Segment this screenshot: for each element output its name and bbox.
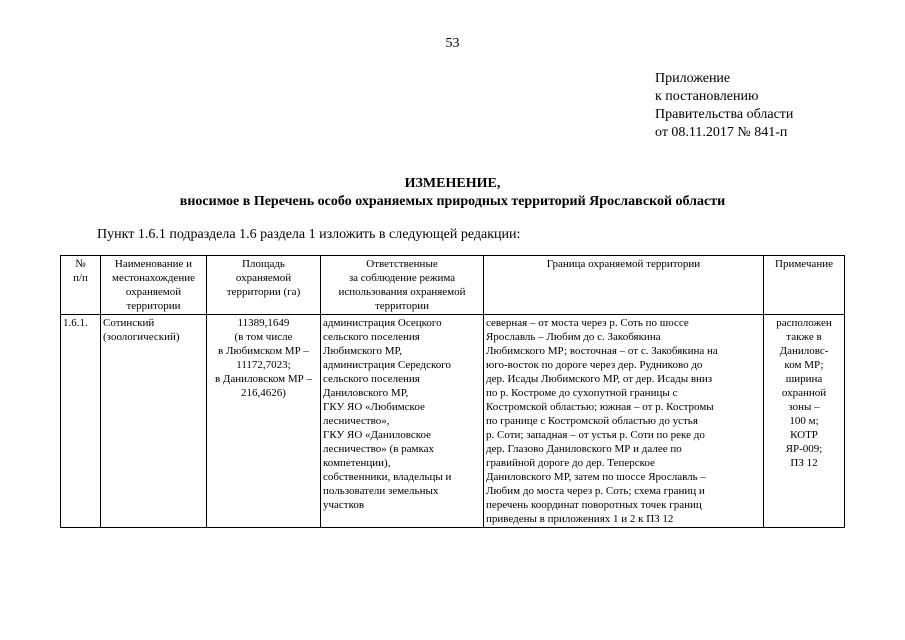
cell-line: сельского поселения bbox=[323, 373, 420, 385]
cell-line: ГКУ ЯО «Даниловское bbox=[323, 429, 432, 441]
cell-line: охранной bbox=[781, 387, 827, 399]
cell-line: дер. Исады Любимского МР, от дер. Исады вниз bbox=[486, 373, 713, 385]
appendix-note bbox=[655, 70, 793, 142]
cell-line: Ярославль – Любим до с. Закобякина bbox=[486, 331, 661, 343]
cell-note bbox=[764, 315, 845, 528]
cell-line: охраняемой bbox=[125, 286, 182, 298]
header-name-location bbox=[101, 256, 207, 315]
cell-line: Даниловского МР, затем по шоссе Ярославль – bbox=[486, 471, 706, 483]
cell-line: Любим до моста через р. Соть; схема границ и bbox=[486, 485, 705, 497]
cell-line: ширина bbox=[785, 373, 823, 385]
cell-line: пользователи земельных bbox=[323, 485, 439, 497]
cell-line: Наименование и bbox=[114, 258, 193, 270]
appendix-line: к постановлению bbox=[655, 89, 759, 104]
cell-line: Сотинский bbox=[103, 317, 155, 329]
table-row bbox=[61, 315, 845, 528]
cell-line: гравийной дороге до дер. Теперское bbox=[486, 457, 655, 469]
cell-line: п/п bbox=[73, 272, 88, 284]
cell-line: местонахождение bbox=[112, 272, 195, 284]
appendix-line: Приложение bbox=[655, 71, 731, 86]
cell-line: в Любимском МР – bbox=[218, 345, 309, 357]
cell-line: за соблюдение режима bbox=[348, 272, 456, 284]
cell-number bbox=[61, 315, 101, 528]
cell-line: юго-восток по дороге через дер. Рудниково до bbox=[486, 359, 703, 371]
cell-line: Граница охраняемой территории bbox=[546, 258, 701, 270]
cell-line: 11172,7023; bbox=[236, 359, 291, 371]
appendix-line: Правительства области bbox=[655, 107, 794, 122]
cell-line: № bbox=[75, 258, 86, 270]
cell-line: ЯР-009; bbox=[785, 443, 823, 455]
cell-line: Даниловского МР, bbox=[323, 387, 409, 399]
cell-line: зоны – bbox=[788, 401, 820, 413]
cell-boundary bbox=[484, 315, 764, 528]
cell-line: администрация Осецкого bbox=[323, 317, 442, 329]
appendix-line: от 08.11.2017 № 841-п bbox=[655, 125, 788, 140]
cell-line: Ответственные bbox=[366, 258, 438, 270]
territory-table bbox=[60, 255, 845, 528]
cell-line: лесничество», bbox=[323, 415, 390, 427]
document-title bbox=[0, 175, 905, 211]
table-header-row bbox=[61, 256, 845, 315]
cell-line: Костромской областью; южная – от р. Костромы bbox=[486, 401, 714, 413]
cell-line: территории bbox=[126, 300, 181, 312]
cell-line: ком МР; bbox=[784, 359, 824, 371]
cell-line: Площадь bbox=[242, 258, 285, 270]
cell-line: КОТР bbox=[790, 429, 818, 441]
cell-line: (зоологический) bbox=[103, 331, 180, 343]
title-line-2: вносимое в Перечень особо охраняемых природных территорий Ярославской области bbox=[179, 194, 726, 209]
cell-line: 216,4626) bbox=[241, 387, 286, 399]
cell-line: перечень координат поворотных точек границ bbox=[486, 499, 702, 511]
cell-line: компетенции), bbox=[323, 457, 391, 469]
cell-line: территории bbox=[374, 300, 429, 312]
header-area bbox=[207, 256, 321, 315]
cell-line: дер. Глазово Даниловского МР и далее по bbox=[486, 443, 682, 455]
intro-text: Пункт 1.6.1 подраздела 1.6 раздела 1 изложить в следующей редакции: bbox=[97, 227, 521, 242]
cell-line: в Даниловском МР – bbox=[214, 373, 313, 385]
title-line-1: ИЗМЕНЕНИЕ, bbox=[404, 176, 501, 191]
cell-line: ПЗ 12 bbox=[790, 457, 818, 469]
header-note bbox=[764, 256, 845, 315]
cell-line: также в bbox=[786, 331, 822, 343]
header-boundary bbox=[484, 256, 764, 315]
cell-line: охраняемой bbox=[235, 272, 292, 284]
cell-line: расположен bbox=[776, 317, 832, 329]
cell-line: Даниловс- bbox=[779, 345, 829, 357]
cell-line: Примечание bbox=[775, 258, 833, 270]
header-number bbox=[61, 256, 101, 315]
cell-line: использования охраняемой bbox=[338, 286, 466, 298]
cell-line: Любимского МР, bbox=[323, 345, 403, 357]
cell-line: Любимского МР; восточная – от с. Закобякина на bbox=[486, 345, 718, 357]
header-responsible bbox=[321, 256, 484, 315]
cell-line: по границе с Костромской областью до устья bbox=[486, 415, 698, 427]
cell-line: лесничество» (в рамках bbox=[323, 443, 435, 455]
cell-line: по р. Костроме до сухопутной границы с bbox=[486, 387, 678, 399]
cell-area bbox=[207, 315, 321, 528]
page-number: 53 bbox=[445, 36, 460, 51]
cell-line: собственники, владельцы и bbox=[323, 471, 452, 483]
cell-line: 100 м; bbox=[789, 415, 819, 427]
cell-name bbox=[101, 315, 207, 528]
cell-responsible bbox=[321, 315, 484, 528]
cell-line: территории (га) bbox=[226, 286, 301, 298]
cell-line: участков bbox=[323, 499, 365, 511]
cell-line: 1.6.1. bbox=[63, 317, 88, 329]
cell-line: сельского поселения bbox=[323, 331, 420, 343]
cell-line: приведены в приложениях 1 и 2 к ПЗ 12 bbox=[486, 513, 674, 525]
cell-line: (в том числе bbox=[234, 331, 293, 343]
cell-line: северная – от моста через р. Соть по шоссе bbox=[486, 317, 689, 329]
cell-line: 11389,1649 bbox=[237, 317, 290, 329]
cell-line: р. Соти; западная – от устья р. Соти по реке до bbox=[486, 429, 705, 441]
cell-line: администрация Середского bbox=[323, 359, 451, 371]
cell-line: ГКУ ЯО «Любимское bbox=[323, 401, 425, 413]
